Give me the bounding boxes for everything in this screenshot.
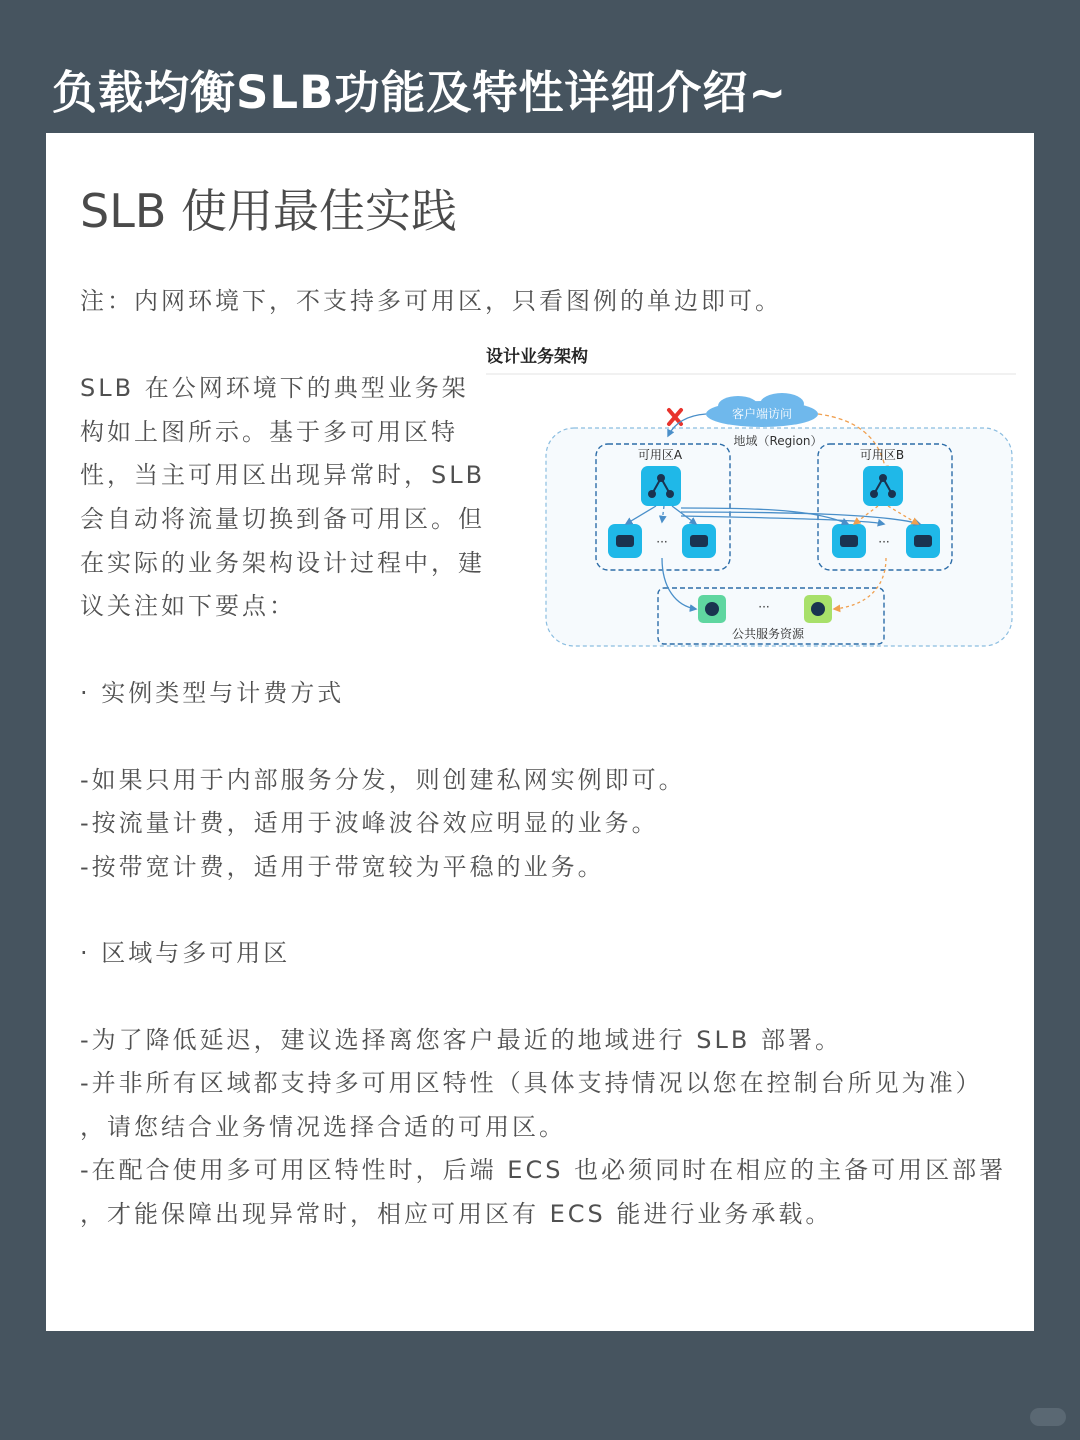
ecs-node-icon [906,524,940,558]
section1-item: -如果只用于内部服务分发，则创建私网实例即可。 [80,766,686,794]
intro-line: 构如上图所示。基于多可用区特 [80,418,458,446]
intro-line: 在实际的业务架构设计过程中，建 [80,549,485,577]
intro-line: 会自动将流量切换到备可用区。但 [80,505,485,533]
section1-title: · 实例类型与计费方式 [80,679,345,707]
public-resources-label: 公共服务资源 [731,627,805,641]
ecs-node-icon [608,524,642,558]
watermark-icon [1030,1408,1066,1426]
zone-b-label: 可用区B [859,448,905,462]
public-ellipsis: ··· [758,600,770,614]
ecs-node-icon [832,524,866,558]
section1-item: -按流量计费，适用于波峰波谷效应明显的业务。 [80,809,659,837]
region-label: 地域（Region） [733,434,823,448]
content-card [46,133,1034,1331]
section2-line: -并非所有区域都支持多可用区特性（具体支持情况以您在控制台所见为准） [80,1069,983,1097]
diagram-title: 设计业务架构 [486,347,588,367]
section2-line: ，才能保障出现异常时，相应可用区有 ECS 能进行业务承载。 [80,1200,833,1228]
section2-line: -为了降低延迟，建议选择离您客户最近的地域进行 SLB 部署。 [80,1026,842,1054]
slb-node-a-icon [641,466,681,506]
zone-a-label: 可用区A [637,448,683,462]
zone-a-ellipsis: ··· [656,535,668,549]
intro-line: 议关注如下要点： [80,592,296,620]
architecture-diagram [486,338,1022,658]
page-title: 负载均衡SLB功能及特性详细介绍~ [52,66,788,119]
ecs-node-icon [682,524,716,558]
client-label: 客户端访问 [731,407,793,421]
public-resource-icon [804,595,832,623]
section2-title: · 区域与多可用区 [80,939,291,967]
intro-line: 性，当主可用区出现异常时，SLB [80,461,486,489]
section2-line: -在配合使用多可用区特性时，后端 ECS 也必须同时在相应的主备可用区部署 [80,1156,1007,1184]
note-text: 注：内网环境下，不支持多可用区，只看图例的单边即可。 [80,287,782,315]
public-resource-icon [698,595,726,623]
zone-b-ellipsis: ··· [878,535,890,549]
card-heading: SLB 使用最佳实践 [80,184,458,238]
intro-line: SLB 在公网环境下的典型业务架 [80,374,469,402]
section1-item: -按带宽计费，适用于带宽较为平稳的业务。 [80,853,605,881]
section2-line: ，请您结合业务情况选择合适的可用区。 [80,1113,566,1141]
slb-node-b-icon [863,466,903,506]
